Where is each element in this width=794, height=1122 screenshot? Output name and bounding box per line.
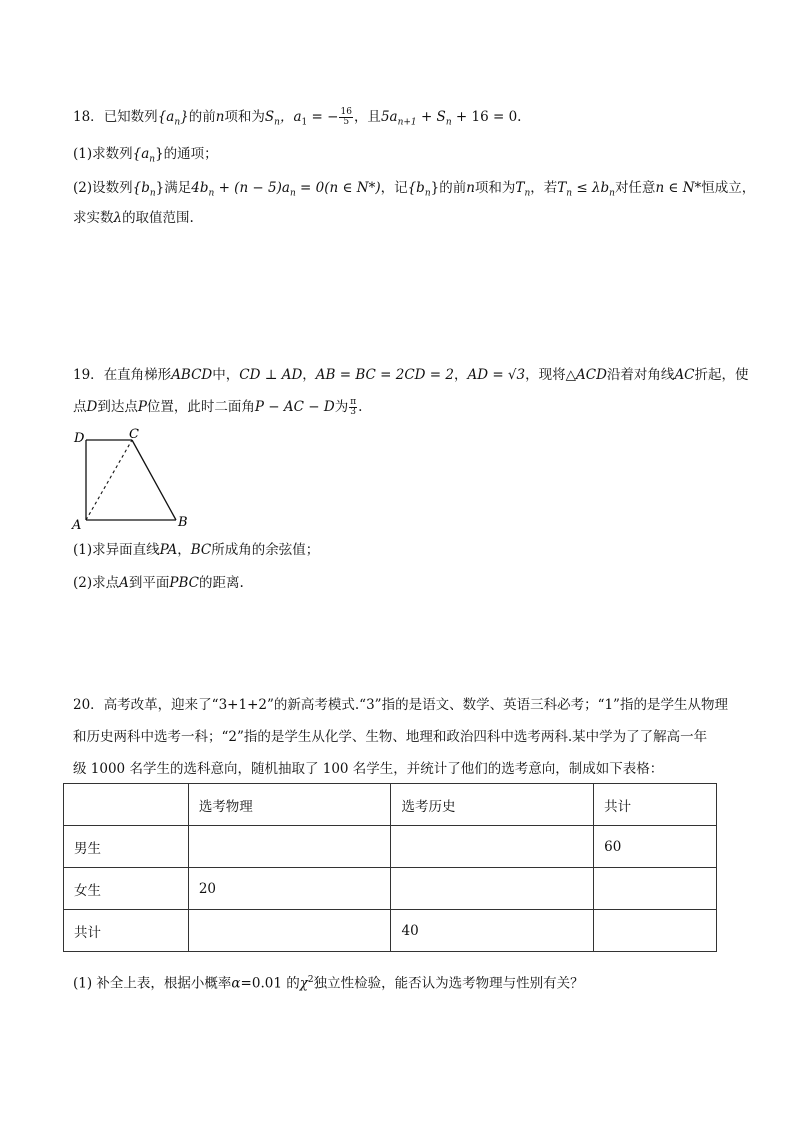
q19-part1: (1)求异面直线PA，BC所成角的余弦值； [73, 542, 320, 558]
table-cell [594, 868, 717, 910]
q20-statement-line2: 和历史两科中选考一科；“2”指的是学生从化学、生物、地理和政治四科中选考两科.某中学为了了解高一年 [73, 729, 708, 745]
table-cell: 选考历史 [391, 784, 594, 826]
table-cell: 20 [188, 868, 391, 910]
q18-part2-line2: 求实数λ的取值范围. [73, 210, 194, 226]
table-cell: 共计 [594, 784, 717, 826]
label-D: D [74, 431, 85, 446]
q19-statement-line2: 点D到达点P位置，此时二面角P − AC − D为 $\frac{\pi}{3}$ . [73, 397, 363, 417]
q18-part1: (1)求数列$\{a_n\}$的通项； [73, 146, 218, 165]
table-cell [594, 910, 717, 952]
label-B: B [178, 515, 188, 530]
table-cell: 共计 [64, 910, 189, 952]
q18-statement: 18．已知数列$\{a_n\}$的前n项和为$S_n$，$a_1$ = − $\frac{16}{5}$ ，且$5a_{n+1} + S_n + 16 = 0$. [73, 107, 522, 128]
table-row [64, 910, 717, 952]
edge-CB [132, 440, 176, 520]
table-cell [391, 826, 594, 868]
q20-statement-line3: 级 1000 名学生的选科意向，随机抽取了 100 名学生，并统计了他们的选考意向，制成如下表格： [73, 761, 664, 777]
table-header-row [64, 784, 717, 826]
q18-part2: (2)设数列$\{b_n\}$满足$4b_n + (n - 5)a_n = 0(n$ ∈ N*)，记$\{b_n\}$的前n项和为$T_n$，若$T_n \le \lambda b_n$对任意n ∈ N*恒成立， [73, 180, 756, 199]
label-A: A [72, 518, 82, 533]
table-cell [188, 826, 391, 868]
fraction: $\frac{\pi}{3}$ [350, 397, 357, 417]
fraction: $\frac{16}{5}$ [340, 107, 352, 127]
q20-part1: (1) 补全上表，根据小概率α=0.01 的$\chi^2$独立性检验，能否认为选考物理与性别有关？ [73, 975, 584, 992]
label-C: C [129, 427, 139, 442]
table-cell: 40 [391, 910, 594, 952]
q20-statement-line1: 20．高考改革，迎来了“3+1+2”的新高考模式.“3”指的是语文、数学、英语三科必考；“1”指的是学生从物理 [73, 697, 728, 713]
table-cell [64, 784, 189, 826]
table-row [64, 868, 717, 910]
diagonal-AC [86, 440, 132, 520]
table-cell: 选考物理 [188, 784, 391, 826]
table-cell: 60 [594, 826, 717, 868]
table-cell: 男生 [64, 826, 189, 868]
table-cell: 女生 [64, 868, 189, 910]
q19-part2: (2)求点A到平面PBC的距离. [73, 575, 244, 591]
q19-statement-line1: 19．在直角梯形ABCD中，CD ⊥ AD，AB = BC = 2CD = 2，AD = √3，现将△ACD沿着对角线AC折起，使 [73, 367, 749, 383]
table-row [64, 826, 717, 868]
table-cell [391, 868, 594, 910]
survey-table [63, 783, 717, 952]
trapezoid-figure [66, 426, 206, 536]
table-cell [188, 910, 391, 952]
